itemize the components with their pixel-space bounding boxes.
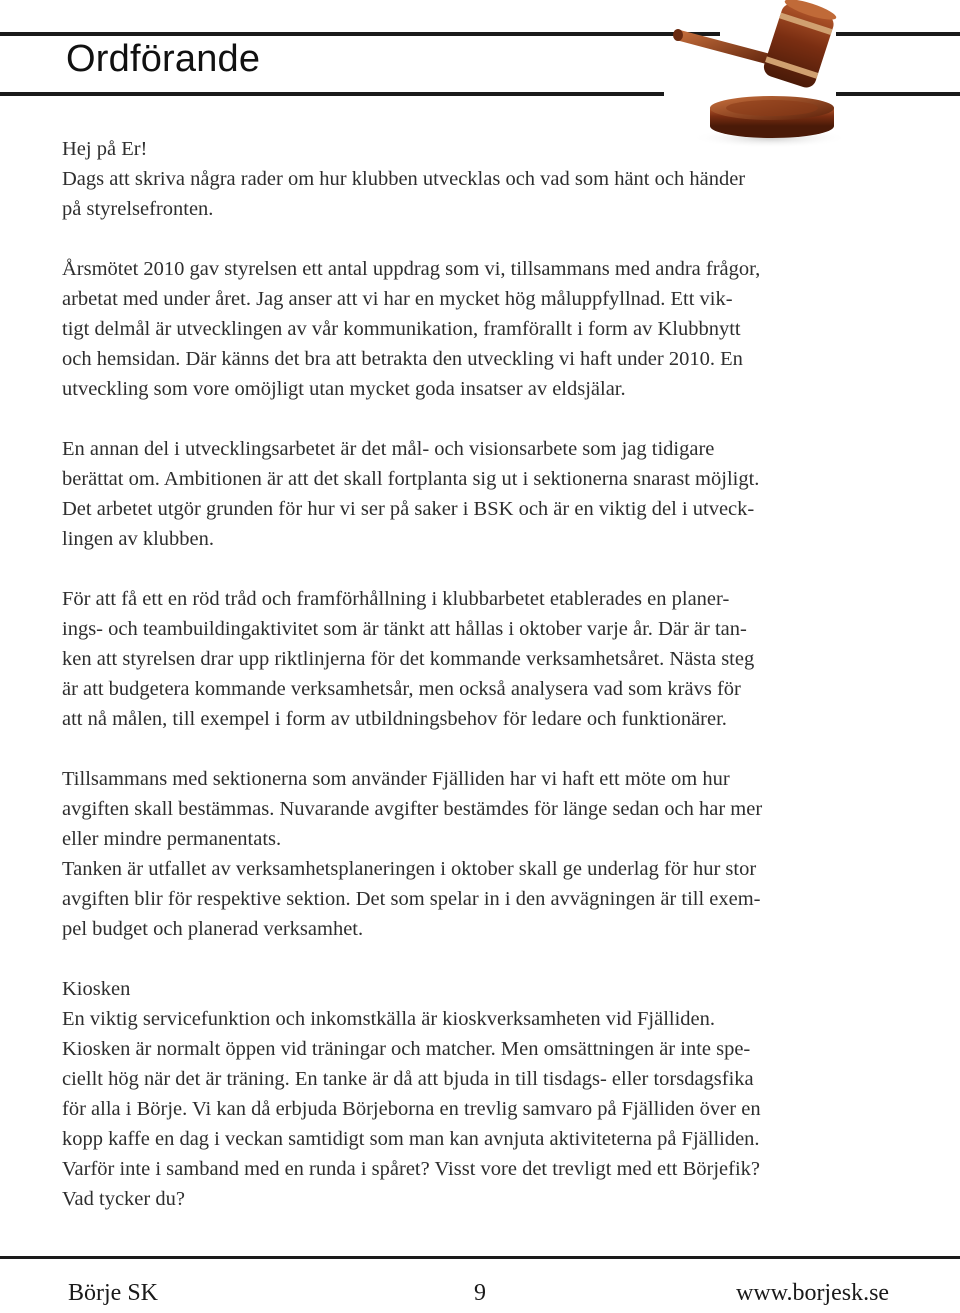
header-rule-bottom-right (836, 92, 960, 96)
kiosk-heading: Kiosken (62, 978, 131, 1000)
paragraph-greeting (62, 134, 902, 224)
paragraph-fees (62, 764, 902, 944)
gavel-icon (660, 0, 850, 150)
header-rule-top-right (836, 32, 960, 36)
paragraph-planning (62, 584, 902, 734)
text-line: avgiften skall bestämmas. Nuvarande avgifter bestämdes för länge sedan och har mer (62, 798, 763, 820)
paragraph-kiosk (62, 974, 902, 1214)
text-line: Det arbetet utgör grunden för hur vi ser på saker i BSK och är en viktig del i utveck- (62, 498, 755, 520)
page-title: Ordförande (66, 38, 261, 80)
paragraph-annual-meeting (62, 254, 902, 404)
text-line: En viktig servicefunktion och inkomstkälla är kioskverksamheten vid Fjälliden. (62, 1008, 716, 1030)
text-line: utveckling som vore omöjligt utan mycket goda insatser av eldsjälar. (62, 378, 626, 400)
text-line: tigt delmål är utvecklingen av vår kommunikation, framförallt i form av Klubbnytt (62, 318, 741, 340)
text-line: eller mindre permanentats. (62, 828, 282, 850)
footer-club-name: Börje SK (68, 1280, 158, 1306)
text-line: För att få ett en röd tråd och framförhållning i klubbarbetet etablerades en planer- (62, 588, 730, 610)
header-rule-bottom-left (0, 92, 664, 96)
text-line: på styrelsefronten. (62, 198, 214, 220)
text-line: ken att styrelsen drar upp riktlinjerna för det kommande verksamhetsåret. Nästa steg (62, 648, 755, 670)
text-line: och hemsidan. Där känns det bra att betrakta den utveckling vi haft under 2010. En (62, 348, 743, 370)
text-line: Tillsammans med sektionerna som använder Fjälliden har vi haft ett möte om hur (62, 768, 730, 790)
paragraph-vision-work (62, 434, 902, 554)
text-line: kopp kaffe en dag i veckan samtidigt som man kan avnjuta aktiviteterna på Fjälliden. (62, 1128, 760, 1150)
text-line: ings- och teambuildingaktivitet som är tänkt att hållas i oktober varje år. Där är tan- (62, 618, 747, 640)
footer-website: www.borjesk.se (736, 1280, 890, 1306)
text-line: ciellt hög när det är träning. En tanke är då att bjuda in till tisdags- eller torsdagsfika (62, 1068, 754, 1090)
text-line: berättat om. Ambitionen är att det skall fortplanta sig ut i sektionerna snarast möjligt. (62, 468, 760, 490)
text-line: att nå målen, till exempel i form av utbildningsbehov för ledare och funktionärer. (62, 708, 727, 730)
text-line: för alla i Börje. Vi kan då erbjuda Börjeborna en trevlig samvaro på Fjälliden över en (62, 1098, 761, 1120)
footer-rule (0, 1256, 960, 1259)
text-line: är att budgetera kommande verksamhetsår, men också analysera vad som krävs för (62, 678, 741, 700)
text-line: Dags att skriva några rader om hur klubben utvecklas och vad som hänt och händer (62, 168, 746, 190)
text-line: Varför inte i samband med en runda i spåret? Visst vore det trevligt med ett Börjefik? (62, 1158, 761, 1180)
text-line: avgiften blir för respektive sektion. Det som spelar in i den avvägningen är till exem- (62, 888, 761, 910)
letter-body (62, 134, 902, 1214)
text-line: pel budget och planerad verksamhet. (62, 918, 364, 940)
text-line: Kiosken är normalt öppen vid träningar och matcher. Men omsättningen är inte spe- (62, 1038, 751, 1060)
text-line: lingen av klubben. (62, 528, 215, 550)
text-line: Årsmötet 2010 gav styrelsen ett antal uppdrag som vi, tillsammans med andra frågor, (62, 258, 761, 280)
header-rule-top-left (0, 32, 720, 36)
text-line: Hej på Er! (62, 138, 148, 160)
footer-page-number: 9 (474, 1280, 486, 1306)
text-line: Tanken är utfallet av verksamhetsplaneringen i oktober skall ge underlag för hur stor (62, 858, 757, 880)
text-line: En annan del i utvecklingsarbetet är det mål- och visionsarbete som jag tidigare (62, 438, 715, 460)
text-line: Vad tycker du? (62, 1188, 185, 1210)
text-line: arbetat med under året. Jag anser att vi har en mycket hög måluppfyllnad. Ett vik- (62, 288, 733, 310)
